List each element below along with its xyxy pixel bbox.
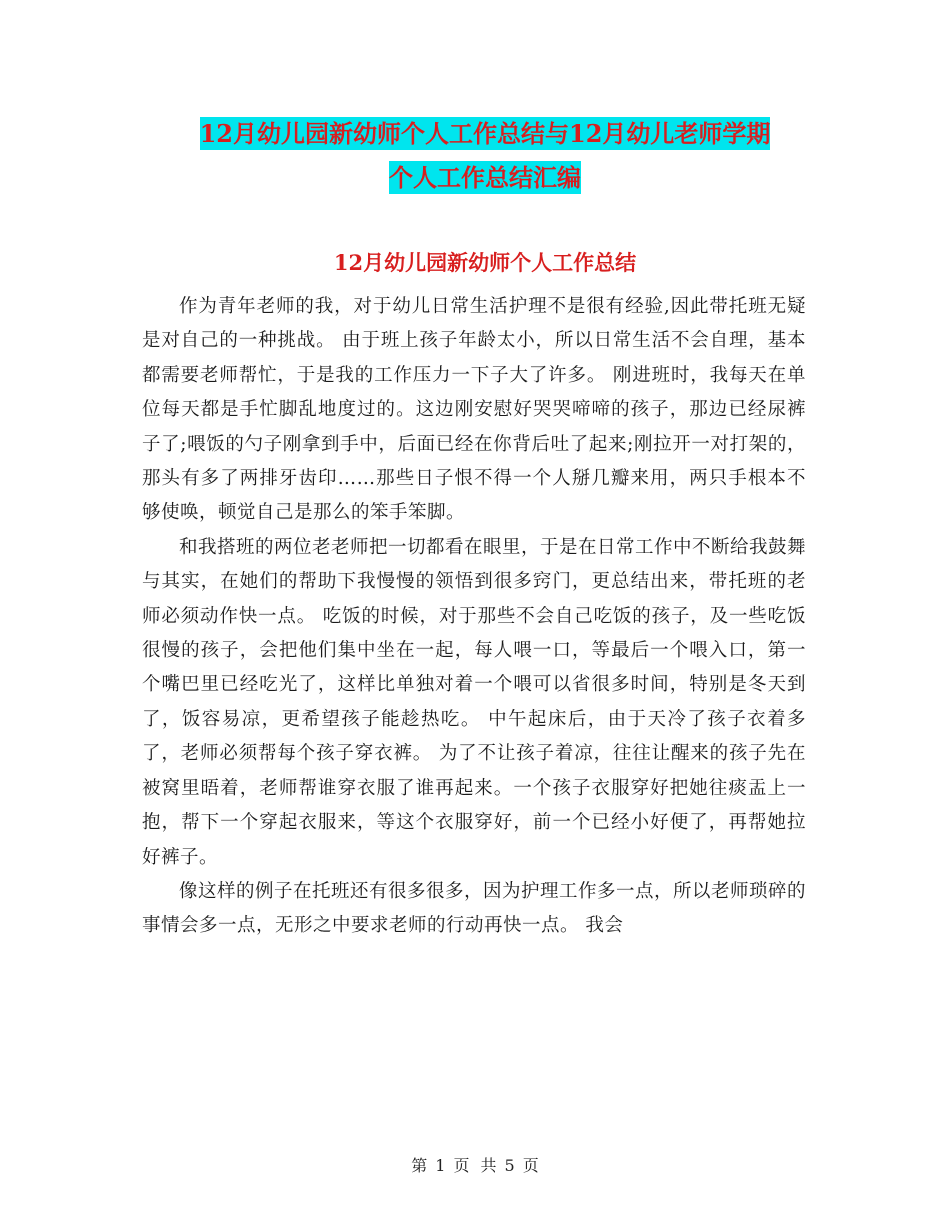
paragraph-2: 和我搭班的两位老老师把一切都看在眼里，于是在日常工作中不断给我鼓舞与其实，在她们的帮助下我慢慢的领悟到很多窍门，更总结出来，带托班的老师必须动作快一点。 吃饭的时候，对于那些不会自己吃饭的孩子，及一些吃饭很慢的孩子，会把他们集中坐在一起，每人喂一口，等最后一个喂入口，第一个嘴巴里已经吃光了，这样比单独对着一个喂可以省很多时间，特别是冬天到了，饭容易凉，更希望孩子能趁热吃。 中午起床后，由于天冷了孩子衣着多了，老师必须帮每个孩子穿衣裤。 为了不让孩子着凉，往往让醒来的孩子先在被窝里晤着，老师帮谁穿衣服了谁再起来。一个孩子衣服穿好把她往痰盂上一抱，帮下一个穿起衣服来，等这个衣服穿好，前一个已经小好便了，再帮她拉好裤子。 [142, 536, 807, 868]
title-line-2: 个人工作总结汇编 [389, 163, 581, 192]
footer-prefix: 第 [411, 1156, 428, 1175]
page-footer [0, 1153, 950, 1176]
body-text [142, 290, 806, 944]
section-title: 12月幼儿园新幼师个人工作总结 [333, 250, 637, 275]
title-line-1: 12月幼儿园新幼师个人工作总结与12月幼儿老师学期 [199, 119, 771, 148]
document-title [140, 112, 830, 200]
footer-current-page: 1 [435, 1156, 446, 1175]
footer-suffix: 页 [522, 1156, 539, 1175]
paragraph-1: 作为青年老师的我，对于幼儿日常生活护理不是很有经验,因此带托班无疑是对自己的一种挑战。 由于班上孩子年龄太小，所以日常生活不会自理，基本都需要老师帮忙，于是我的工作压力一下子大了许多。 刚进班时，我每天在单位每天都是手忙脚乱地度过的。这边刚安慰好哭哭啼啼的孩子，那边已经尿裤子了;喂饭的勺子刚拿到手中，后面已经在你背后吐了起来;刚拉开一对打架的，那头有多了两排牙齿印……那些日子恨不得一个人掰几瓣来用，两只手根本不够使唤，顿觉自己是那么的笨手笨脚。 [142, 296, 806, 524]
footer-total-pages: 5 [504, 1156, 515, 1175]
paragraph-3: 像这样的例子在托班还有很多很多，因为护理工作多一点，所以老师琐碎的事情会多一点，无形之中要求老师的行动再快一点。 我会 [142, 880, 807, 937]
footer-mid: 页 共 [453, 1156, 497, 1175]
